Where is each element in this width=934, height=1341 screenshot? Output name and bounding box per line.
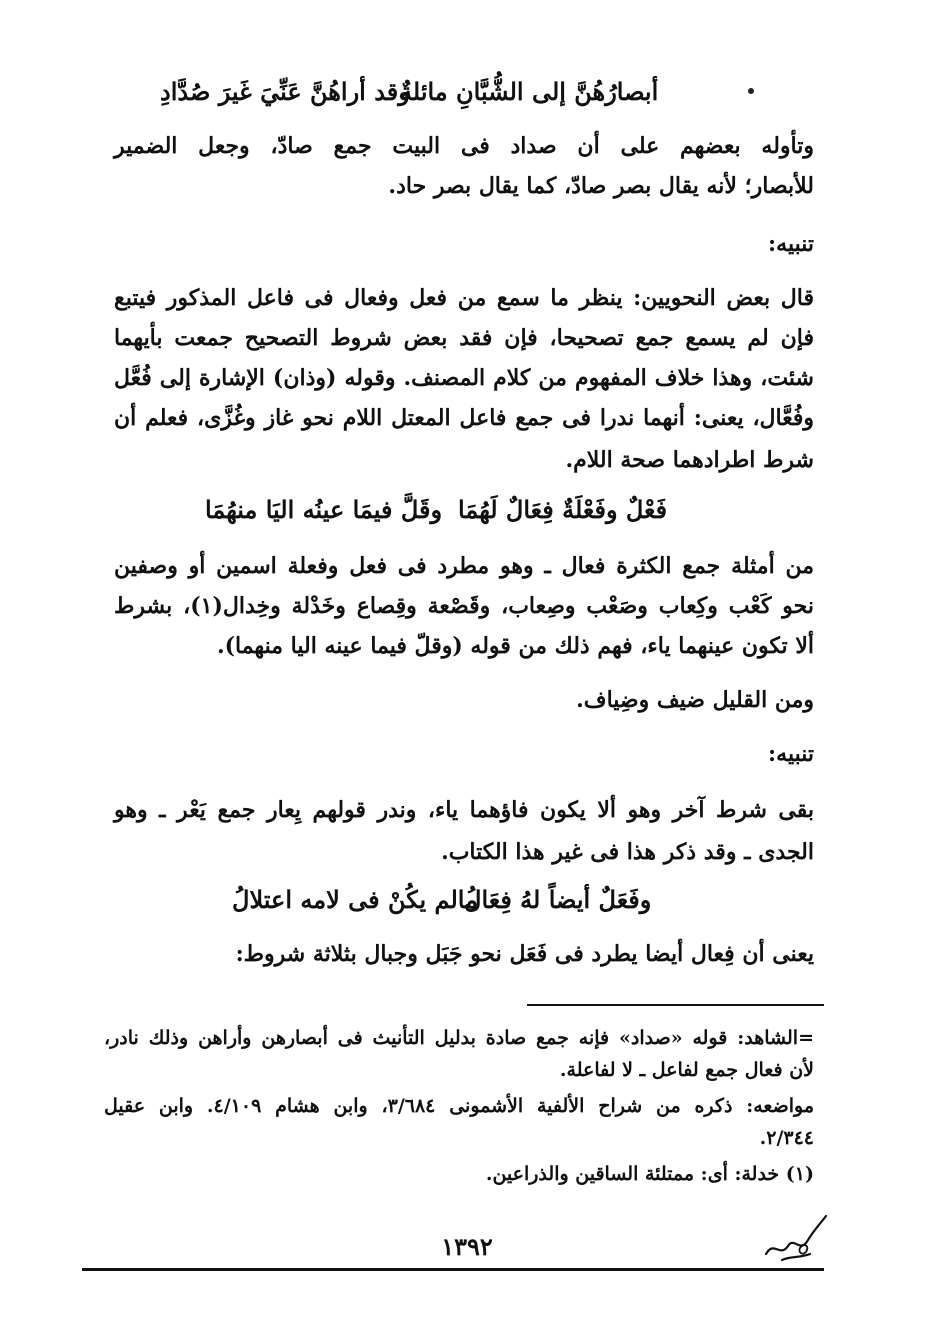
heading-tanbih-1: تنبيه: <box>768 231 814 257</box>
page-number: ١٣٩٢ <box>441 1232 493 1261</box>
heading-tanbih-2: تنبيه: <box>768 741 814 767</box>
para1-line2: للأبصار؛ لأنه يقال بصر صادّ، كما يقال بصر حاد. <box>388 173 814 199</box>
para3-line1: من أمثلة جمع الكثرة فعال ـ وهو مطرد فى فعل وفعلة اسمين أو وصفين <box>114 553 815 579</box>
para2-line4: وفُعَّال، يعنى: أنهما ندرا فى جمع فاعل المعتل اللام نحو غاز وغُزَّى، فعلم أن <box>114 405 814 431</box>
para6-line: يعنى أن فِعال أيضا يطرد فى فَعَل نحو جَبَل وجبال بثلاثة شروط: <box>235 941 814 967</box>
para2-line5: شرط اطرادهما صحة اللام. <box>565 447 814 473</box>
footnote-line1: =الشاهد: قوله «صداد» فإنه جمع صادة بدليل التأنيث فى أبصارهن وأراهن وذلك نادر، <box>104 1027 814 1049</box>
footnote-line5: (١) خدلة: أى: ممتلئة الساقين والذراعين. <box>485 1163 814 1185</box>
para5-line1: بقى شرط آخر وهو ألا يكون فاؤهما ياء، وندر قولهم يِعار جمع يَعْر ـ وهو <box>114 797 814 823</box>
para5-line2: الجدى ـ وقد ذكر هذا فى غير هذا الكتاب. <box>441 839 814 865</box>
para2-line3: شئت، وهذا خلاف المفهوم من كلام المصنف. وقوله (وذان) الإشارة إلى فُعَّل <box>114 365 814 391</box>
para1-line1: وتأوله بعضهم على أن صداد فى البيت جمع صادّ، وجعل الضمير <box>114 133 814 159</box>
para3-line2: نحو كَعْب وكِعاب وصَعْب وصِعاب، وقَصْعة وقِصاع وخَدْلة وخِدال(١)، بشرط <box>114 593 815 619</box>
footer-rule <box>82 1268 824 1271</box>
verse1-right-hemistich: أبصارُهُنَّ إلى الشُّبَّانِ مائلةٌ <box>400 77 659 106</box>
verse2-left-hemistich: وقَلَّ فيمَا عينُه اليَا منهُمَا <box>205 495 443 524</box>
para2-line2: فإن لم يسمع جمع تصحيحا، فإن فقد بعض شروط التصحيح جمعت بأيهما <box>114 325 814 351</box>
footnote-separator <box>527 1004 824 1006</box>
stray-ink-dot <box>748 88 754 94</box>
verse3-left-hemistich: مالم يكُنْ فى لامه اعتلالُ <box>232 885 478 914</box>
footnote-line3: مواضعه: ذكره من شراح الألفية الأشمونى ٣/٦٨٤، وابن هشام ٤/١٠٩. وابن عقيل <box>104 1095 814 1117</box>
verse1-left-hemistich: وقد أراهُنَّ عَنِّيَ غَيرَ صُدَّادِ <box>160 77 410 106</box>
verse2-right-hemistich: فَعْلٌ وفَعْلَةٌ فِعَالٌ لَهُمَا <box>458 495 668 524</box>
para4-line: ومن القليل ضيف وضِياف. <box>576 687 814 713</box>
verse3-right-hemistich: وفَعَلٌ أيضاً لهُ فِعَالُ <box>464 885 652 914</box>
para3-line3: ألا تكون عينهما ياء، فهم ذلك من قوله (وقلّ فيما عينه اليا منهما). <box>216 633 814 659</box>
para2-line1: قال بعض النحويين: ينظر ما سمع من فعل وفعال فى فاعل المذكور فيتبع <box>114 285 814 311</box>
footnote-line4: ٢/٣٤٤. <box>759 1127 814 1149</box>
footnote-line2: لأن فعال جمع لفاعل ـ لا لفاعلة. <box>559 1059 814 1081</box>
